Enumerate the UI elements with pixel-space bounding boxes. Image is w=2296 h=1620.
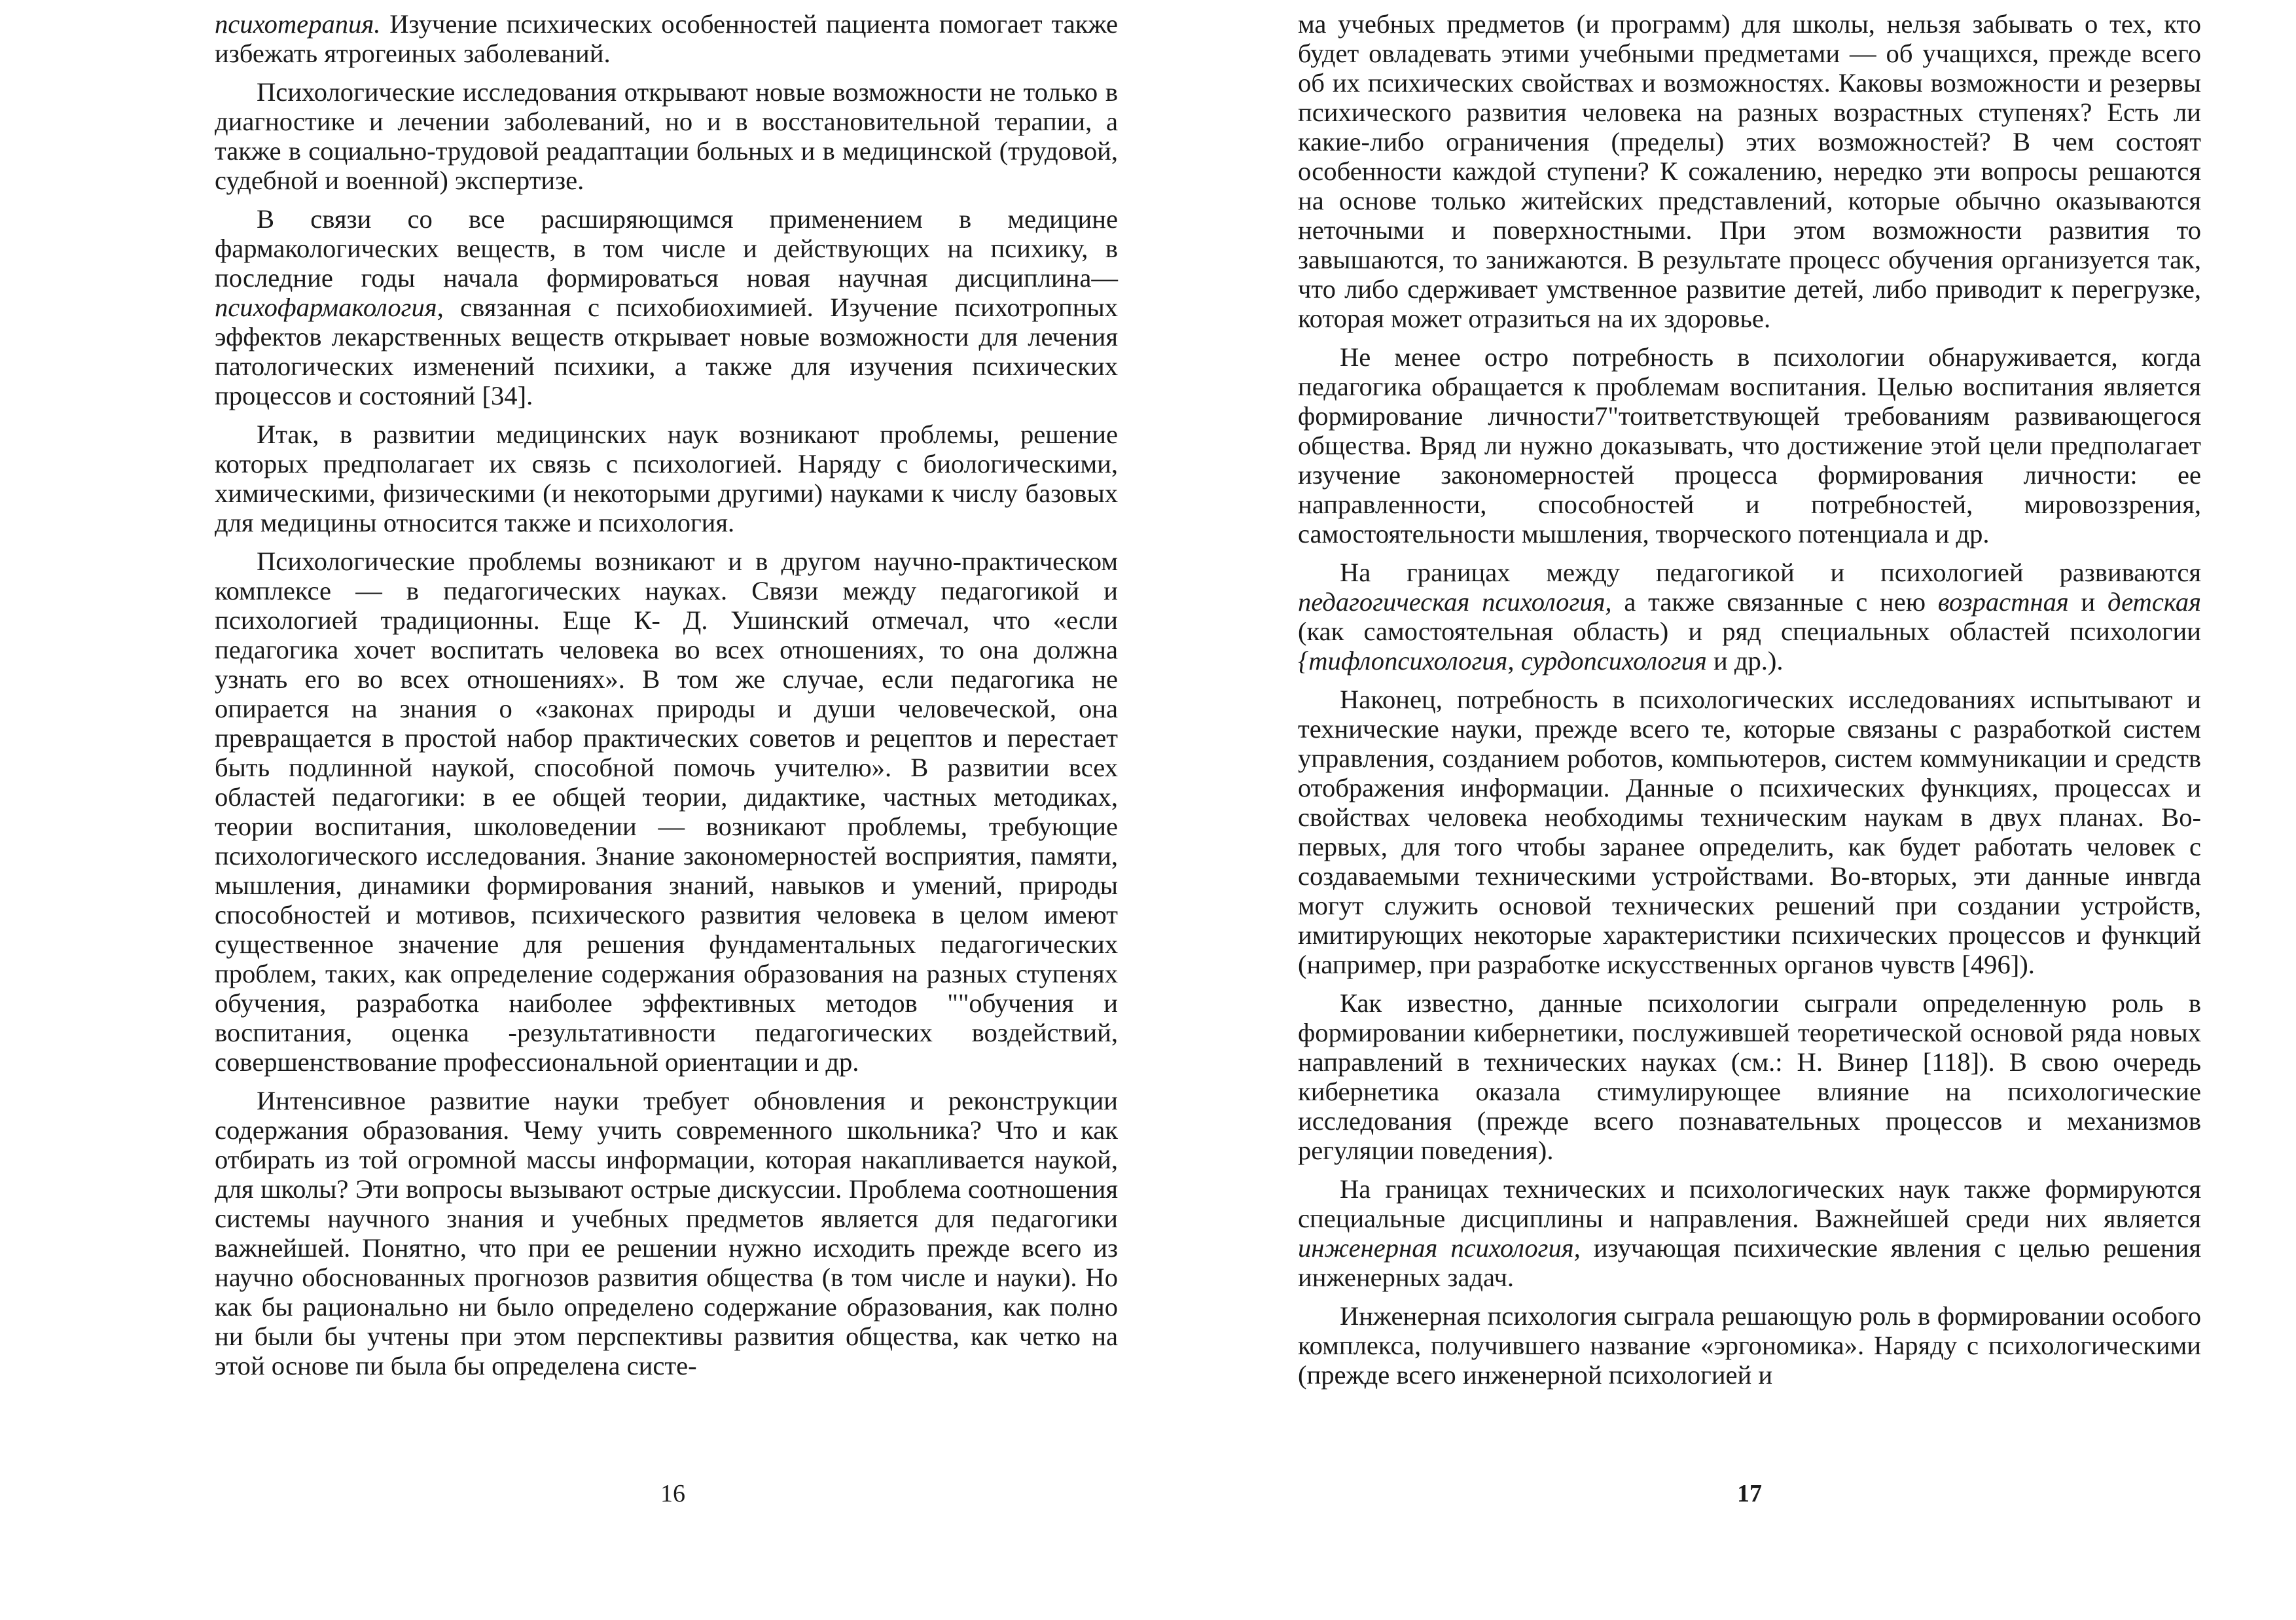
paragraph: Итак, в развитии медицинских наук возникают проблемы, решение которых предполагает их связь с психологией. Наряду с биологическими, химическими, физическими (и некоторыми другими) науками к числу базовых для медицины относится также и психология. [215,420,1118,537]
paragraph: Инженерная психология сыграла решающую роль в формировании особого комплекса, получившего название «эргономика». Наряду с психологическими (прежде всего инженерной психологией и [1298,1301,2201,1390]
paragraph: Как известно, данные психологии сыграли определенную роль в формировании кибернетики, послужившей теоретической основой ряда новых направлений в технических науках (см.: Н. Винер [118]). В свою очередь кибернетика оказала стимулирующее влияние на психологические исследования (прежде всего познавательных процессов и механизмов регуляции поведения). [1298,988,2201,1165]
left-page [215,9,1118,1534]
paragraph: На границах технических и психологических наук также формируются специальные дисциплины и направления. Важнейшей среди них является инженерная психология, изучающая психические явления с целью решения инженерных задач. [1298,1174,2201,1292]
italic-term: возрастная [1937,587,2069,617]
italic-term: инженерная психология, [1298,1233,1581,1263]
right-page [1298,9,2201,1534]
italic-term: {тифлопсихология, сурдопсихология [1298,646,1707,675]
page-number-left: 16 [660,1480,685,1507]
paragraph: Наконец, потребность в психологических исследованиях испытывают и технические науки, прежде всего те, которые связаны с разработкой систем управления, созданием роботов, компьютеров, систем коммуникации и средств отображения информации. Данные о психических функциях, процессах и свойствах человека необходимы техническим наукам в двух планах. Во-первых, для того чтобы заранее определить, как будет работать человек с создаваемыми техническими устройствами. Во-вторых, эти данные инвгда могут служить основой технических решений при создании устройств, имитирующих некоторые характеристики психических процессов и функций (например, при разработке искусственных органов чувств [496]). [1298,685,2201,979]
paragraph: Психологические проблемы возникают и в другом научно-практическом комплексе — в педагогических науках. Связи между педагогикой и психологией традиционны. Еще К- Д. Ушинский отмечал, что «если педагогика хочет воспитать человека во всех отношениях, то она должна узнать его во всех отношениях». В том же случае, если педагогика не опирается на знания о «законах природы и души человеческой, она превращается в простой набор практических советов и рецептов и перестает быть подлинной наукой, способной помочь учителю». В развитии всех областей педагогики: в ее общей теории, дидактике, частных методиках, теории воспитания, школоведении — возникают проблемы, требующие психологического исследования. Знание закономерностей восприятия, памяти, мышления, динамики формирования знаний, навыков и умений, природы способностей и мотивов, психического развития человека в целом имеют существенное значение для решения фундаментальных педагогических проблем, таких, как определение содержания образования на разных ступенях обучения, разработка наиболее эффективных методов ""обучения и воспитания, оценка -результативности педагогических воздействий, совершенствование профессиональной ориентации и др. [215,547,1118,1077]
page-number-right: 17 [1737,1480,1762,1507]
paragraph: психотерапия. Изучение психических особенностей пациента помогает также избежать ятрогеиных заболеваний. [215,9,1118,68]
paragraph: В связи со все расширяющимся применением в медицине фармакологических веществ, в том числе и действующих на психику, в последние годы начала формироваться новая научная дисциплина— психофармакология, связанная с психобиохимией. Изучение психотропных эффектов лекарственных веществ открывает новые возможности для лечения патологических изменений психики, а также для изучения психических процессов и состояний [34]. [215,204,1118,410]
italic-term: детская [2108,587,2201,617]
paragraph: Не менее остро потребность в психологии обнаруживается, когда педагогика обращается к проблемам воспитания. Целью воспитания является формирование личности7"тоитветствующей требованиям развивающегося общества. Вряд ли нужно доказывать, что достижение этой цели предполагает изучение закономерностей процесса формирования личности: ее направленности, способностей и потребностей, мировоззрения, самостоятельности мышления, творческого потенциала и др. [1298,342,2201,549]
paragraph: ма учебных предметов (и программ) для школы, нельзя забывать о тех, кто будет овладевать этими учебными предметами — об учащихся, прежде всего об их психических свойствах и возможностях. Каковы возможности и резервы психического развития человека на разных возрастных ступенях? Есть ли какие-либо ограничения (пределы) этих возможностей? В чем состоят особенности каждой ступени? К сожалению, нередко эти вопросы решаются на основе только житейских представлений, которые обычно оказываются неточными и поверхностными. При этом возможности развития то завышаются, то занижаются. В результате процесс обучения организуется так, что либо сдерживает умственное развитие детей, либо приводит к перегрузке, которая может отразиться на их здоровье. [1298,9,2201,333]
paragraph: На границах между педагогикой и психологией развиваются педагогическая психология, а также связанные с нею возрастная и детская (как самостоятельная область) и ряд специальных областей психологии {тифлопсихология, сурдопсихология и др.). [1298,558,2201,675]
italic-term: педагогическая психология, [1298,587,1612,617]
paragraph: Интенсивное развитие науки требует обновления и реконструкции содержания образования. Чему учить современного школьника? Что и как отбирать из той огромной массы информации, которая накапливается наукой, для школы? Эти вопросы вызывают острые дискуссии. Проблема соотношения системы научного знания и учебных предметов является для педагогики важнейшей. Понятно, что при ее решении нужно исходить прежде всего из научно обоснованных прогнозов развития общества (в том числе и науки). Но как бы рационально ни было определено содержание образования, как полно ни были бы учтены при этом перспективы развития общества, как четко на этой основе пи была бы определена систе- [215,1086,1118,1380]
paragraph: Психологические исследования открывают новые возможности не только в диагностике и лечении заболеваний, но и в восстановительной терапии, а также в социально-трудовой реадаптации больных и в медицинской (трудовой, судебной и военной) экспертизе. [215,77,1118,195]
italic-term: психофармакология, [215,293,444,322]
italic-term: психотерапия. [215,9,381,39]
